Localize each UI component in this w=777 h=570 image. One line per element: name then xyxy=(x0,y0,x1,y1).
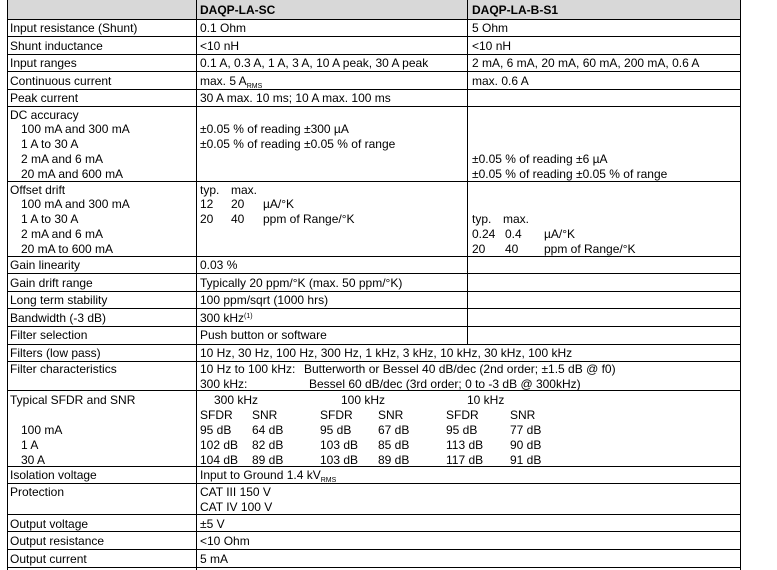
offset-drift-sublabel: 1 A to 30 A xyxy=(21,212,79,226)
filter-characteristics-range-2: 300 kHz: xyxy=(200,377,248,391)
offset-drift-sc-max: 40 xyxy=(231,212,245,226)
output-resistance-value: <10 Ohm xyxy=(200,534,250,548)
row-label-filter-selection: Filter selection xyxy=(10,328,88,342)
snr-column-header: SNR xyxy=(378,408,404,422)
dc-accuracy-b-s1-2: ±0.05 % of reading ±0.05 % of range xyxy=(472,167,668,181)
gain-drift-range-value: Typically 20 ppm/°K (max. 50 ppm/°K) xyxy=(200,276,403,290)
row-line xyxy=(7,514,741,515)
row-line xyxy=(7,71,741,72)
dc-accuracy-sc-2: ±0.05 % of reading ±0.05 % of range xyxy=(200,137,396,151)
offset-drift-b-s1-typ: 0.24 xyxy=(472,227,496,241)
sfdr-row-label: 1 A xyxy=(21,438,39,452)
sfdr-frequency-header: 10 kHz xyxy=(467,393,505,407)
row-line xyxy=(7,308,741,309)
offset-drift-b-s1-max: 0.4 xyxy=(505,227,522,241)
row-line xyxy=(7,483,741,484)
row-label-filter-characteristics: Filter characteristics xyxy=(10,362,117,376)
dc-accuracy-sublabel: 1 A to 30 A xyxy=(21,137,79,151)
offset-drift-sc-unit: µA/°K xyxy=(263,197,295,211)
sfdr-column-header: SFDR xyxy=(446,408,479,422)
row-line xyxy=(7,89,741,90)
snr-value: 77 dB xyxy=(510,423,542,437)
offset-drift-sublabel: 20 mA to 600 mA xyxy=(21,242,114,256)
snr-value: 67 dB xyxy=(378,423,410,437)
sfdr-row-label: 100 mA xyxy=(21,423,63,437)
row-label-gain-drift-range: Gain drift range xyxy=(10,276,93,290)
row-label-output-current: Output current xyxy=(10,552,87,566)
output-voltage-value: ±5 V xyxy=(200,517,225,531)
sfdr-value: 103 dB xyxy=(320,453,359,467)
offset-drift-sublabel: 2 mA and 6 mA xyxy=(21,227,104,241)
bandwidth-value: 300 kHz$^{(1)}$ xyxy=(200,311,253,325)
row-line xyxy=(7,567,741,568)
dc-accuracy-b-s1-1: ±0.05 % of reading ±6 µA xyxy=(472,152,608,166)
sfdr-value: 113 dB xyxy=(446,438,484,452)
row-line xyxy=(7,181,741,182)
shunt-inductance-b-s1: <10 nH xyxy=(472,39,512,53)
row-label-continuous-current: Continuous current xyxy=(10,74,112,88)
sfdr-frequency-header: 300 kHz xyxy=(214,393,259,407)
snr-column-header: SNR xyxy=(510,408,536,422)
offset-drift-sc-max: 20 xyxy=(231,197,245,211)
row-label-sfdr-snr: Typical SFDR and SNR xyxy=(10,393,136,407)
row-line xyxy=(7,19,741,20)
row-label-shunt-inductance: Shunt inductance xyxy=(10,39,103,53)
row-label-dc-accuracy: DC accuracy xyxy=(10,108,79,122)
row-label-bandwidth: Bandwidth (-3 dB) xyxy=(10,311,107,325)
sfdr-column-header: SFDR xyxy=(320,408,353,422)
row-label-input-ranges: Input ranges xyxy=(10,56,77,70)
table-border-right xyxy=(740,0,741,570)
snr-value: 85 dB xyxy=(378,438,410,452)
sfdr-value: 102 dB xyxy=(200,438,239,452)
snr-value: 89 dB xyxy=(378,453,410,467)
gain-linearity-value: 0.03 % xyxy=(200,258,238,272)
long-term-stability-value: 100 ppm/sqrt (1000 hrs) xyxy=(200,293,329,307)
offset-drift-sc-max-header: max. xyxy=(231,183,258,197)
isolation-voltage-value: Input to Ground 1.4 $kV_{RMS}$ xyxy=(200,468,337,484)
row-line xyxy=(7,291,741,292)
snr-value: 91 dB xyxy=(510,453,542,467)
row-label-output-resistance: Output resistance xyxy=(10,534,105,548)
row-line xyxy=(7,54,741,55)
sfdr-column-header: SFDR xyxy=(200,408,233,422)
row-line xyxy=(7,549,741,550)
snr-column-header: SNR xyxy=(252,408,278,422)
shunt-inductance-sc: <10 nH xyxy=(200,39,240,53)
row-label-long-term-stability: Long term stability xyxy=(10,293,108,307)
offset-drift-b-s1-max-header: max. xyxy=(503,212,530,226)
row-line xyxy=(7,36,741,37)
sfdr-row-label: 30 A xyxy=(21,453,46,467)
table-header-bg xyxy=(7,0,741,20)
dc-accuracy-sc-1: ±0.05 % of reading ±300 µA xyxy=(200,122,349,136)
dc-accuracy-sublabel: 20 mA and 600 mA xyxy=(21,167,124,181)
table-border-left xyxy=(7,0,8,570)
row-line xyxy=(7,273,741,274)
column-header-daqp-la-sc: DAQP-LA-SC xyxy=(200,3,276,17)
sfdr-value: 103 dB xyxy=(320,438,359,452)
offset-drift-sublabel: 100 mA and 300 mA xyxy=(21,197,130,211)
offset-drift-b-s1-typ: 20 xyxy=(472,242,486,256)
offset-drift-b-s1-typ-header: typ. xyxy=(472,212,492,226)
row-label-isolation-voltage: Isolation voltage xyxy=(10,468,97,482)
row-label-gain-linearity: Gain linearity xyxy=(10,258,81,272)
snr-value: 90 dB xyxy=(510,438,542,452)
input-ranges-sc: 0.1 A, 0.3 A, 1 A, 3 A, 10 A peak, 30 A peak xyxy=(200,56,429,70)
filter-characteristics-desc-1: Butterworth or Bessel 40 dB/dec (2nd order; ±1.5 dB @ f0) xyxy=(304,362,616,376)
protection-value-2: CAT IV 100 V xyxy=(200,500,273,514)
continuous-current-b-s1: max. 0.6 A xyxy=(472,74,529,88)
offset-drift-b-s1-max: 40 xyxy=(505,242,519,256)
row-line xyxy=(7,326,741,327)
input-ranges-b-s1: 2 mA, 6 mA, 20 mA, 60 mA, 200 mA, 0.6 A xyxy=(472,56,700,70)
row-label-filters: Filters (low pass) xyxy=(10,346,101,360)
row-label-output-voltage: Output voltage xyxy=(10,517,89,531)
row-line xyxy=(7,344,741,345)
filter-characteristics-desc-2: Bessel 60 dB/dec (3rd order; 0 to -3 dB @ 300kHz) xyxy=(309,377,581,391)
offset-drift-sc-typ-header: typ. xyxy=(200,183,220,197)
peak-current-sc: 30 A max. 10 ms; 10 A max. 100 ms xyxy=(200,91,391,105)
snr-value: 82 dB xyxy=(252,438,284,452)
offset-drift-b-s1-unit: µA/°K xyxy=(544,227,576,241)
continuous-current-sc: max. 5 $A_{RMS}$ xyxy=(200,74,263,90)
output-current-value: 5 mA xyxy=(200,552,229,566)
snr-value: 64 dB xyxy=(252,423,284,437)
row-line xyxy=(7,256,741,257)
snr-value: 89 dB xyxy=(252,453,284,467)
input-resistance-b-s1: 5 Ohm xyxy=(472,21,509,35)
row-label-protection: Protection xyxy=(10,485,65,499)
sfdr-value: 95 dB xyxy=(446,423,478,437)
sfdr-value: 95 dB xyxy=(320,423,352,437)
sfdr-value: 104 dB xyxy=(200,453,239,467)
row-label-input-resistance: Input resistance (Shunt) xyxy=(10,21,138,35)
column-header-daqp-la-b-s1: DAQP-LA-B-S1 xyxy=(472,3,558,17)
filters-value: 10 Hz, 30 Hz, 100 Hz, 300 Hz, 1 kHz, 3 kHz, 10 kHz, 30 kHz, 100 kHz xyxy=(200,346,573,360)
row-label-offset-drift: Offset drift xyxy=(10,183,66,197)
offset-drift-sc-typ: 20 xyxy=(200,212,214,226)
row-line xyxy=(7,531,741,532)
sfdr-value: 117 dB xyxy=(446,453,484,467)
sfdr-value: 95 dB xyxy=(200,423,232,437)
sfdr-frequency-header: 100 kHz xyxy=(341,393,386,407)
dc-accuracy-sublabel: 2 mA and 6 mA xyxy=(21,152,104,166)
row-line xyxy=(7,466,741,467)
row-label-peak-current: Peak current xyxy=(10,91,79,105)
filter-selection-value: Push button or software xyxy=(200,328,327,342)
input-resistance-sc: 0.1 Ohm xyxy=(200,21,247,35)
column-divider-2 xyxy=(467,0,468,345)
filter-characteristics-range-1: 10 Hz to 100 kHz: xyxy=(200,362,296,376)
offset-drift-sc-unit: ppm of Range/°K xyxy=(263,212,355,226)
row-line xyxy=(7,106,741,107)
protection-value-1: CAT III 150 V xyxy=(200,485,271,499)
dc-accuracy-sublabel: 100 mA and 300 mA xyxy=(21,122,130,136)
column-divider-1 xyxy=(196,0,197,570)
offset-drift-b-s1-unit: ppm of Range/°K xyxy=(544,242,636,256)
offset-drift-sc-typ: 12 xyxy=(200,197,214,211)
